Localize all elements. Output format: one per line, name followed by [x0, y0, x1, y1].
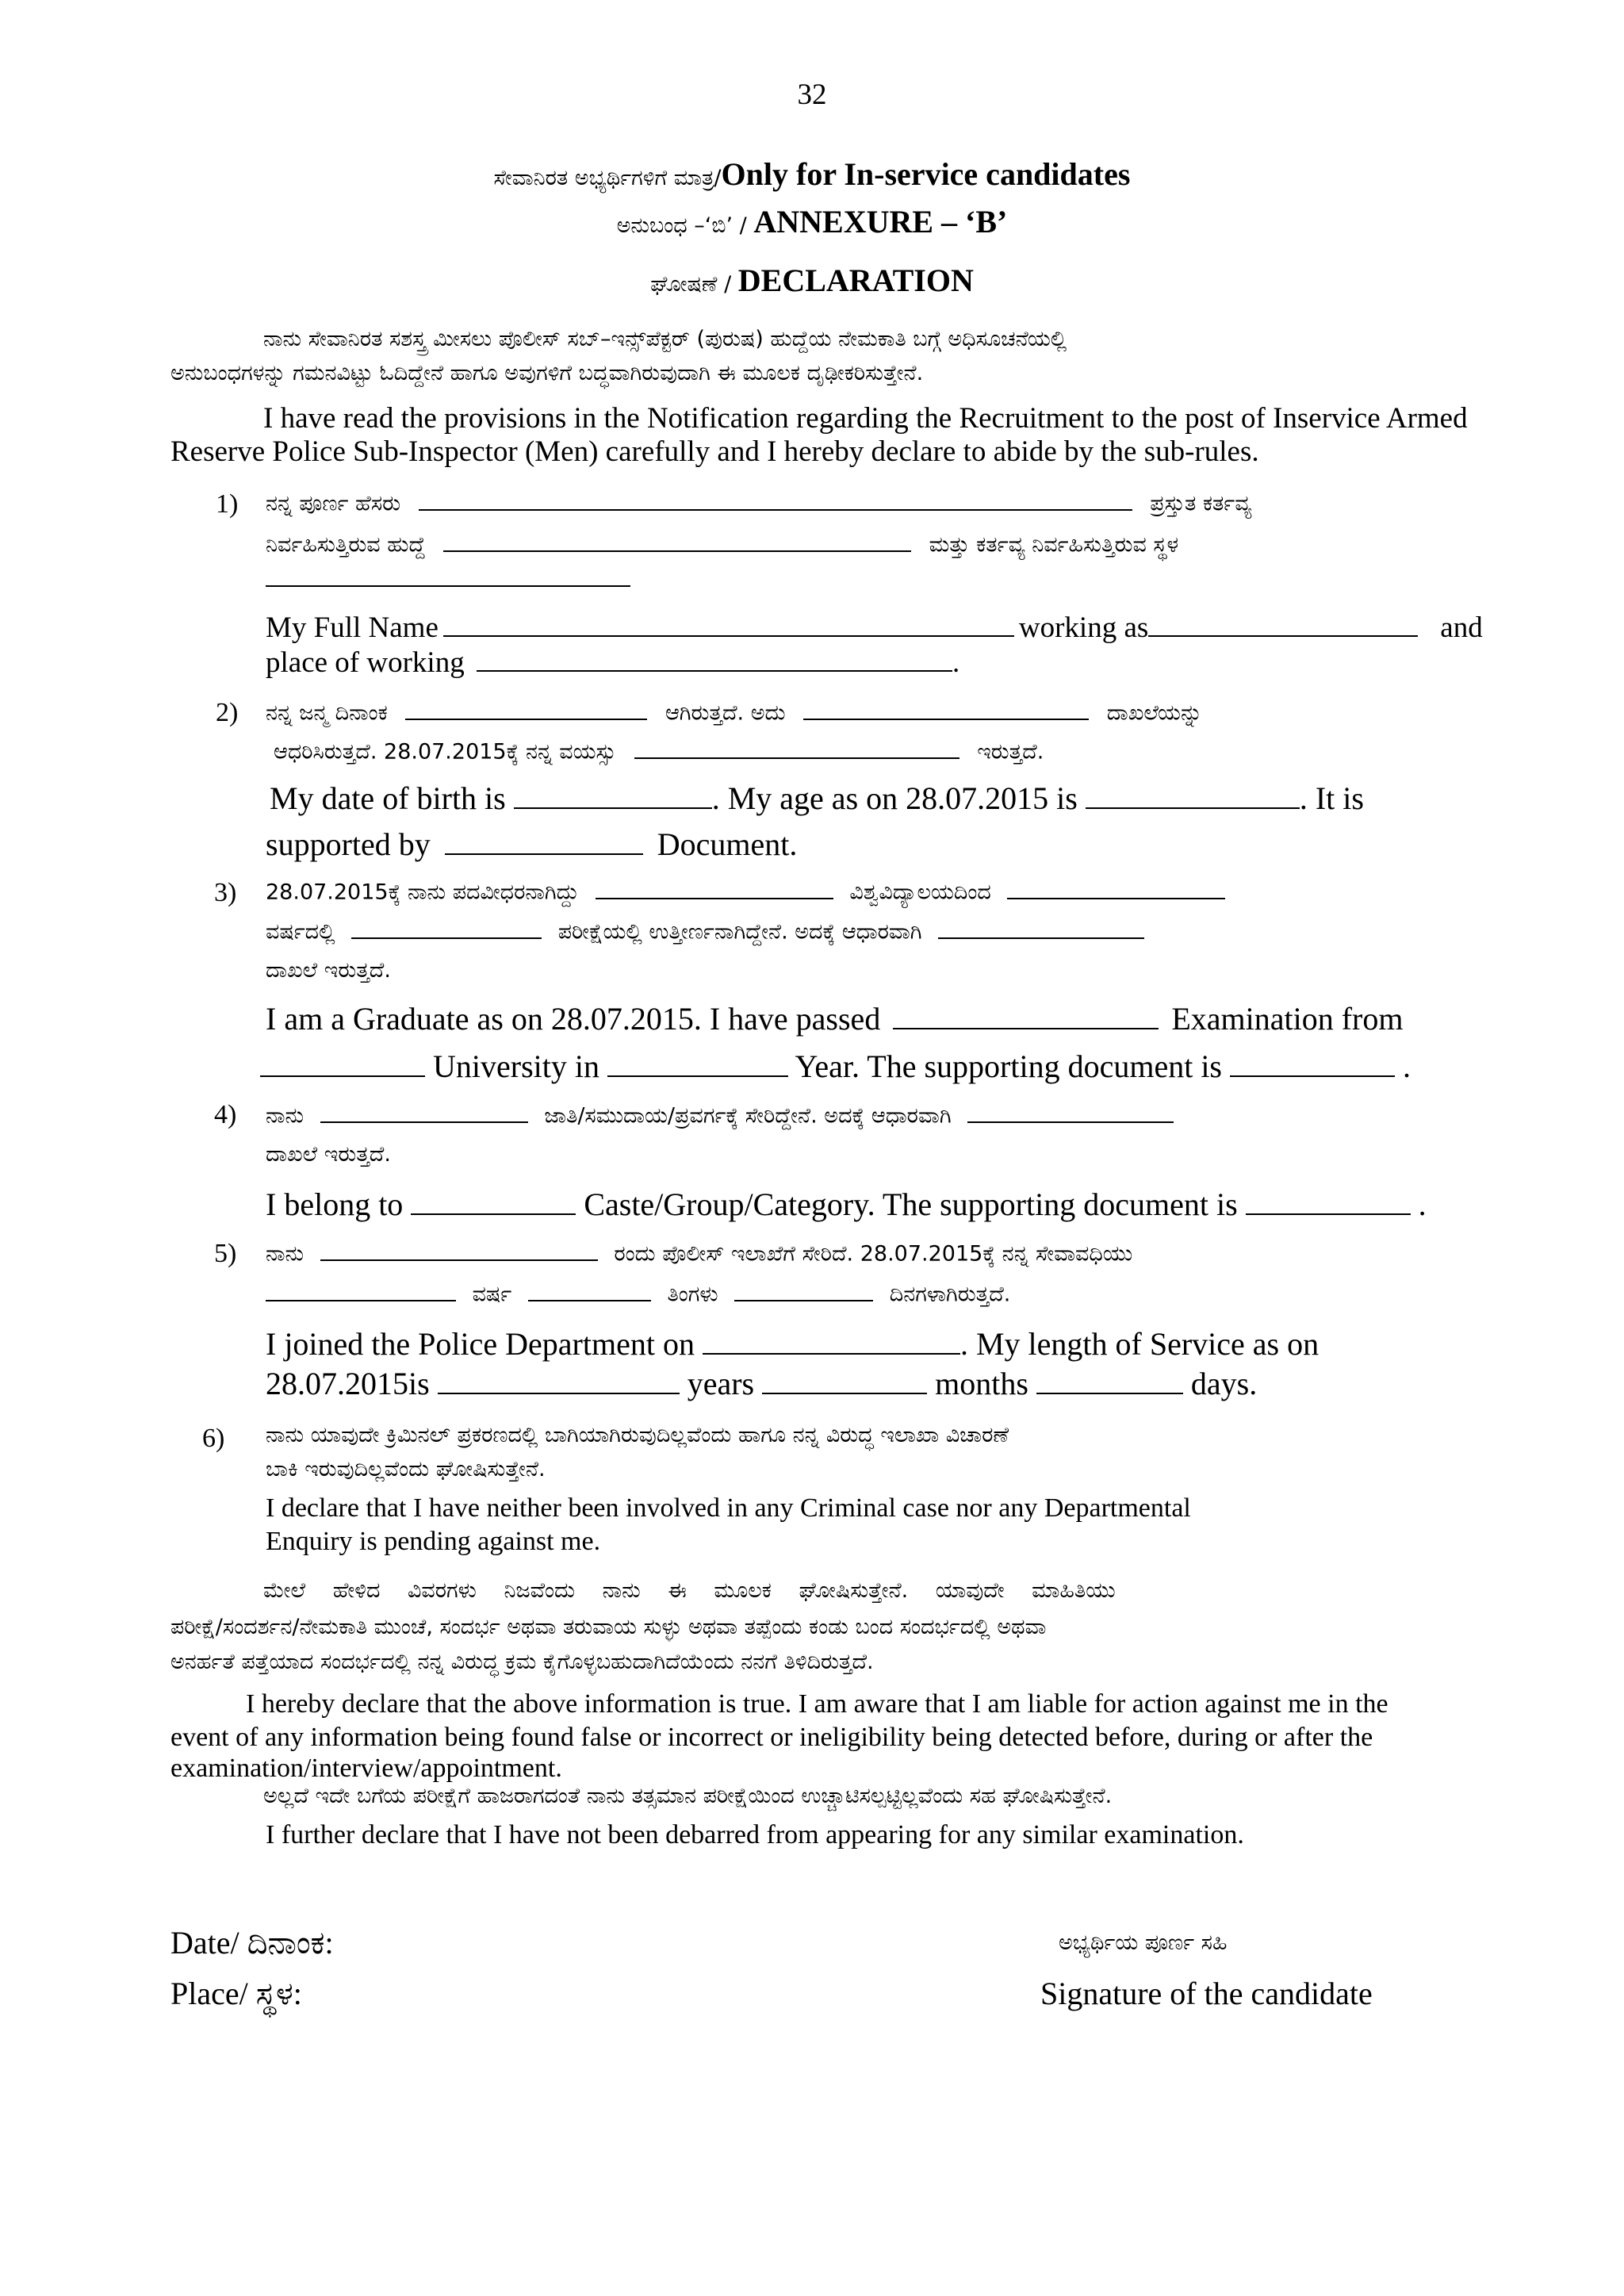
grad-doc-kn-blank[interactable] [938, 917, 1144, 939]
item-3-kn-d: ಪರೀಕ್ಷೆಯಲ್ಲಿ ಉತ್ತೀರ್ಣನಾಗಿದ್ದೇನೆ. ಅದಕ್ಕೆ ಆಧಾರವಾಗಿ [557, 919, 922, 945]
item-3-kn-e: ದಾಖಲೆ ಇರುತ್ತದೆ. [266, 958, 391, 983]
caste-doc-blank[interactable] [1246, 1183, 1411, 1215]
examination-blank[interactable] [893, 998, 1159, 1029]
item-3-number: 3) [214, 878, 237, 907]
item-2-number: 2) [216, 698, 239, 727]
item-5-en-line-2 [266, 1363, 1257, 1402]
item-5-kn-d: ತಿಂಗಳು [667, 1282, 718, 1307]
item-2-en-a: My date of birth is [270, 780, 506, 816]
item-5-kn-line-1 [266, 1239, 1132, 1267]
item-2-en-c: . It is [1299, 780, 1364, 816]
item-4-en-line-1 [266, 1183, 1427, 1223]
months-kn-blank[interactable] [528, 1279, 651, 1301]
item-4-kn-a: ನಾನು [266, 1103, 304, 1129]
item-3-en-e: . [1403, 1048, 1411, 1084]
item-4-number: 4) [214, 1100, 237, 1129]
closing-kn-4: ಅಲ್ಲದೆ ಇದೇ ಬಗೆಯ ಪರೀಕ್ಷೆಗೆ ಹಾಜರಾಗದಂತೆ ನಾನು ತತ್ಸಮಾನ ಪರೀಕ್ಷೆಯಿಂದ ಉಚ್ಚಾಟಿಸಲ್ಪಟ್ಟಿಲ್ಲವೆಂದು ಸಹ ಘೋಷಿಸುತ್ತೇನೆ. [263, 1784, 1113, 1808]
item-2-kn-b: ಆಗಿರುತ್ತದೆ. ಅದು [665, 700, 786, 726]
item-2-en-d: supported by [266, 826, 431, 862]
closing-kn-2: ಪರೀಕ್ಷೆ/ಸಂದರ್ಶನ/ನೇಮಕಾತಿ ಮುಂಚೆ, ಸಂದರ್ಭ ಅಥವಾ ತರುವಾಯ ಸುಳ್ಳು ಅಥವಾ ತಪ್ಪೆಂದು ಕಂಡು ಬಂದ ಸಂದರ್ಭದಲ್ಲಿ ಅಥವಾ [170, 1615, 1047, 1639]
item-5-number: 5) [214, 1239, 237, 1268]
item-1-kn-c: ನಿರ್ವಹಿಸುತ್ತಿರುವ ಹುದ್ದೆ [266, 532, 426, 558]
item-4-en-c: . [1418, 1186, 1427, 1222]
item-5-en-b: . My length of Service as on [959, 1326, 1320, 1362]
item-1-en-a: My Full Name [266, 611, 439, 645]
item-3-kn-c: ವರ್ಷದಲ್ಲಿ [266, 919, 335, 945]
item-4-kn-line-1 [266, 1101, 1183, 1129]
item-3-kn-line-1 [266, 877, 1235, 906]
item-2-kn-c: ದಾಖಲೆಯನ್ನು [1106, 700, 1203, 726]
caste-kn-blank[interactable] [320, 1101, 528, 1123]
university-kn-blank[interactable] [1007, 877, 1225, 899]
item-3-kn-b: ವಿಶ್ವವಿದ್ಯಾಲಯದಿಂದ [849, 880, 991, 905]
intro-kn-2: ಅನುಬಂಧಗಳನ್ನು ಗಮನವಿಟ್ಟು ಓದಿದ್ದೇನೆ ಹಾಗೂ ಅವುಗಳಿಗೆ ಬದ್ಧವಾಗಿರುವುದಾಗಿ ಈ ಮೂಲಕ ದೃಢೀಕರಿಸುತ್ತೇನೆ. [170, 361, 924, 385]
item-1-kn-line-1 [266, 489, 1251, 517]
page-number: 32 [797, 79, 827, 111]
university-blank[interactable] [260, 1045, 425, 1077]
age-kn-blank[interactable] [634, 737, 959, 759]
full-name-kn-blank[interactable] [419, 489, 1132, 511]
item-6-en-b: Enquiry is pending against me. [266, 1527, 601, 1556]
days-kn-blank[interactable] [734, 1279, 873, 1301]
date-label: Date/ ದಿನಾಂಕ: [170, 1925, 334, 1961]
item-5-en-c: 28.07.2015is [266, 1366, 430, 1401]
item-6-en-a: I declare that I have neither been involved in any Criminal case nor any Departmental [266, 1493, 1191, 1523]
item-5-en-e: months [935, 1366, 1028, 1401]
days-blank[interactable] [1036, 1363, 1183, 1394]
item-3-kn-line-2 [266, 917, 1154, 945]
place-label: Place/ ಸ್ಥಳ: [170, 1976, 302, 2011]
item-3-en-d: Year. The supporting document is [795, 1048, 1222, 1084]
months-blank[interactable] [762, 1363, 927, 1394]
item-3-en-b: Examination from [1171, 1001, 1404, 1037]
item-5-kn-line-2 [266, 1279, 1010, 1308]
closing-kn-1: ಮೇಲೆ ಹೇಳಿದ ವಿವರಗಳು ನಿಜವೆಂದು ನಾನು ಈ ಮೂಲಕ ಘೋಷಿಸುತ್ತೇನೆ. ಯಾವುದೇ ಮಾಹಿತಿಯು [263, 1578, 1116, 1603]
item-3-en-line-1 [266, 998, 1403, 1037]
signature-kn-label: ಅಭ್ಯರ್ಥಿಯ ಪೂರ್ಣ ಸಹಿ [1059, 1930, 1228, 1955]
item-5-en-f: days. [1190, 1366, 1258, 1401]
header-line-1 [0, 155, 1624, 193]
closing-en-3: examination/interview/appointment. [170, 1754, 562, 1783]
item-3-en-a: I am a Graduate as on 28.07.2015. I have passed [266, 1001, 881, 1037]
supporting-doc-blank[interactable] [445, 823, 643, 855]
item-1-en-d: place of working [266, 646, 465, 680]
intro-en-1: I have read the provisions in the Notification regarding the Recruitment to the post of Inservice Armed [263, 402, 1468, 435]
item-2-en-e: Document. [657, 826, 798, 862]
place-of-working-blank[interactable] [477, 642, 952, 672]
item-4-kn-c: ದಾಖಲೆ ಇರುತ್ತದೆ. [266, 1142, 391, 1167]
post-kn-blank[interactable] [443, 530, 911, 552]
header-en-1: Only for In-service candidates [721, 156, 1131, 192]
full-name-blank[interactable] [443, 608, 1014, 637]
degree-kn-blank[interactable] [596, 877, 833, 899]
item-5-en-line-1 [266, 1323, 1319, 1363]
item-2-kn-d: ಆಧರಿಸಿರುತ್ತದೆ. 28.07.2015ಕ್ಕೆ ನನ್ನ ವಯಸ್ಸು [274, 739, 617, 765]
item-3-en-line-2 [260, 1045, 1411, 1085]
intro-en-2: Reserve Police Sub-Inspector (Men) carefully and I hereby declare to abide by the sub-rules. [170, 435, 1259, 468]
working-as-blank[interactable] [1148, 608, 1418, 637]
item-5-kn-b: ರಂದು ಪೊಲೀಸ್ ಇಲಾಖೆಗೆ ಸೇರಿದೆ. 28.07.2015ಕ್ಕೆ ನನ್ನ ಸೇವಾವಧಿಯು [614, 1241, 1133, 1267]
year-blank[interactable] [607, 1045, 788, 1077]
item-2-kn-a: ನನ್ನ ಜನ್ಮ ದಿನಾಂಕ [266, 700, 388, 726]
years-kn-blank[interactable] [266, 1279, 456, 1301]
item-6-number: 6) [202, 1424, 225, 1453]
item-2-en-line-1 [270, 777, 1364, 817]
header-kn-3: ಘೋಷಣೆ / [650, 272, 738, 297]
item-2-en-b: . My age as on 28.07.2015 is [711, 780, 1078, 816]
closing-en-1: I hereby declare that the above information is true. I am aware that I am liable for action against me in the [246, 1689, 1388, 1719]
item-1-en-c: and [1440, 611, 1483, 645]
item-2-kn-line-1 [266, 698, 1202, 726]
caste-doc-kn-blank[interactable] [967, 1101, 1174, 1123]
item-4-kn-b: ಜಾತಿ/ಸಮುದಾಯ/ಪ್ರವರ್ಗಕ್ಕೆ ಸೇರಿದ್ದೇನೆ. ಅದಕ್ಕೆ ಆಧಾರವಾಗಿ [544, 1103, 952, 1129]
item-3-kn-a: 28.07.2015ಕ್ಕೆ ನಾನು ಪದವೀಧರನಾಗಿದ್ದು [266, 880, 580, 905]
item-1-en-e: . [952, 646, 960, 680]
joining-date-blank[interactable] [703, 1323, 960, 1355]
item-1-kn-b: ಪ್ರಸ್ತುತ ಕರ್ತವ್ಯ [1150, 491, 1252, 516]
item-2-en-line-2 [266, 823, 797, 863]
header-line-2 [0, 203, 1624, 240]
intro-kn-1: ನಾನು ಸೇವಾನಿರತ ಸಶಸ್ತ್ರ ಮೀಸಲು ಪೊಲೀಸ್ ಸಬ್–ಇನ್ಸ್‌ಪೆಕ್ಟರ್ (ಪುರುಷ) ಹುದ್ದೆಯ ನೇಮಕಾತಿ ಬಗ್ಗೆ ಅಧಿಸೂಚನೆಯಲ್ಲಿ [263, 327, 1067, 351]
grad-doc-blank[interactable] [1230, 1045, 1395, 1077]
item-1-number: 1) [216, 489, 239, 519]
item-4-en-b: Caste/Group/Category. The supporting document is [584, 1186, 1238, 1222]
item-5-kn-e: ದಿನಗಳಾಗಿರುತ್ತದೆ. [889, 1282, 1011, 1307]
item-1-kn-line-2 [266, 530, 1178, 558]
item-1-kn-d: ಮತ್ತು ಕರ್ತವ್ಯ ನಿರ್ವಹಿಸುತ್ತಿರುವ ಸ್ಥಳ [929, 532, 1179, 558]
item-4-en-a: I belong to [266, 1186, 404, 1222]
dob-kn-blank[interactable] [405, 698, 647, 720]
item-6-kn-b: ಬಾಕಿ ಇರುವುದಿಲ್ಲವೆಂದು ಘೋಷಿಸುತ್ತೇನೆ. [266, 1457, 546, 1481]
caste-blank[interactable] [411, 1183, 576, 1215]
place-kn-blank[interactable] [266, 585, 630, 587]
age-blank[interactable] [1086, 777, 1300, 809]
item-5-kn-c: ವರ್ಷ [472, 1282, 512, 1307]
item-6-kn-a: ನಾನು ಯಾವುದೇ ಕ್ರಿಮಿನಲ್ ಪ್ರಕರಣದಲ್ಲಿ ಬಾಗಿಯಾಗಿರುವುದಿಲ್ಲವೆಂದು ಹಾಗೂ ನನ್ನ ವಿರುದ್ಧ ಇಲಾಖಾ ವಿಚಾರಣೆ [266, 1423, 1009, 1447]
closing-en-2: event of any information being found false or incorrect or ineligibility being detected before, during or after the [170, 1723, 1373, 1752]
header-kn-2: ಅನುಬಂಧ –‘ಬಿ’ / [616, 213, 754, 238]
year-kn-blank[interactable] [351, 917, 542, 939]
closing-en-4: I further declare that I have not been debarred from appearing for any similar examination. [266, 1820, 1244, 1849]
closing-kn-3: ಅನರ್ಹತೆ ಪತ್ತೆಯಾದ ಸಂದರ್ಭದಲ್ಲಿ ನನ್ನ ವಿರುದ್ಧ ಕ್ರಮ ಕೈಗೊಳ್ಳಬಹುದಾಗಿದೆಯೆಂದು ನನಗೆ ತಿಳಿದಿರುತ್ತದೆ. [170, 1650, 874, 1674]
item-3-en-c: University in [433, 1048, 599, 1084]
header-kn-1: ಸೇವಾನಿರತ ಅಭ್ಯರ್ಥಿಗಳಿಗೆ ಮಾತ್ರ/ [493, 166, 722, 190]
item-1-en-b: working as [1018, 611, 1149, 645]
annexure-title: ANNEXURE – ‘B’ [753, 204, 1008, 240]
item-5-kn-a: ನಾನು [266, 1241, 304, 1267]
joining-date-kn-blank[interactable] [320, 1239, 598, 1261]
dob-blank[interactable] [514, 777, 712, 809]
signature-label: Signature of the candidate [1040, 1976, 1373, 2011]
item-1-en-line-2 [266, 642, 959, 680]
item-2-kn-line-2 [274, 737, 1044, 765]
years-blank[interactable] [438, 1363, 680, 1394]
item-5-en-a: I joined the Police Department on [266, 1326, 695, 1362]
item-2-kn-e: ಇರುತ್ತದೆ. [977, 739, 1044, 765]
header-line-3 [0, 262, 1624, 299]
declaration-title: DECLARATION [737, 263, 974, 298]
item-1-en-line-1 [266, 608, 1483, 645]
dob-doc-kn-blank[interactable] [803, 698, 1089, 720]
item-1-kn-a: ನನ್ನ ಪೂರ್ಣ ಹೆಸರು [266, 491, 401, 516]
item-5-en-d: years [687, 1366, 755, 1401]
